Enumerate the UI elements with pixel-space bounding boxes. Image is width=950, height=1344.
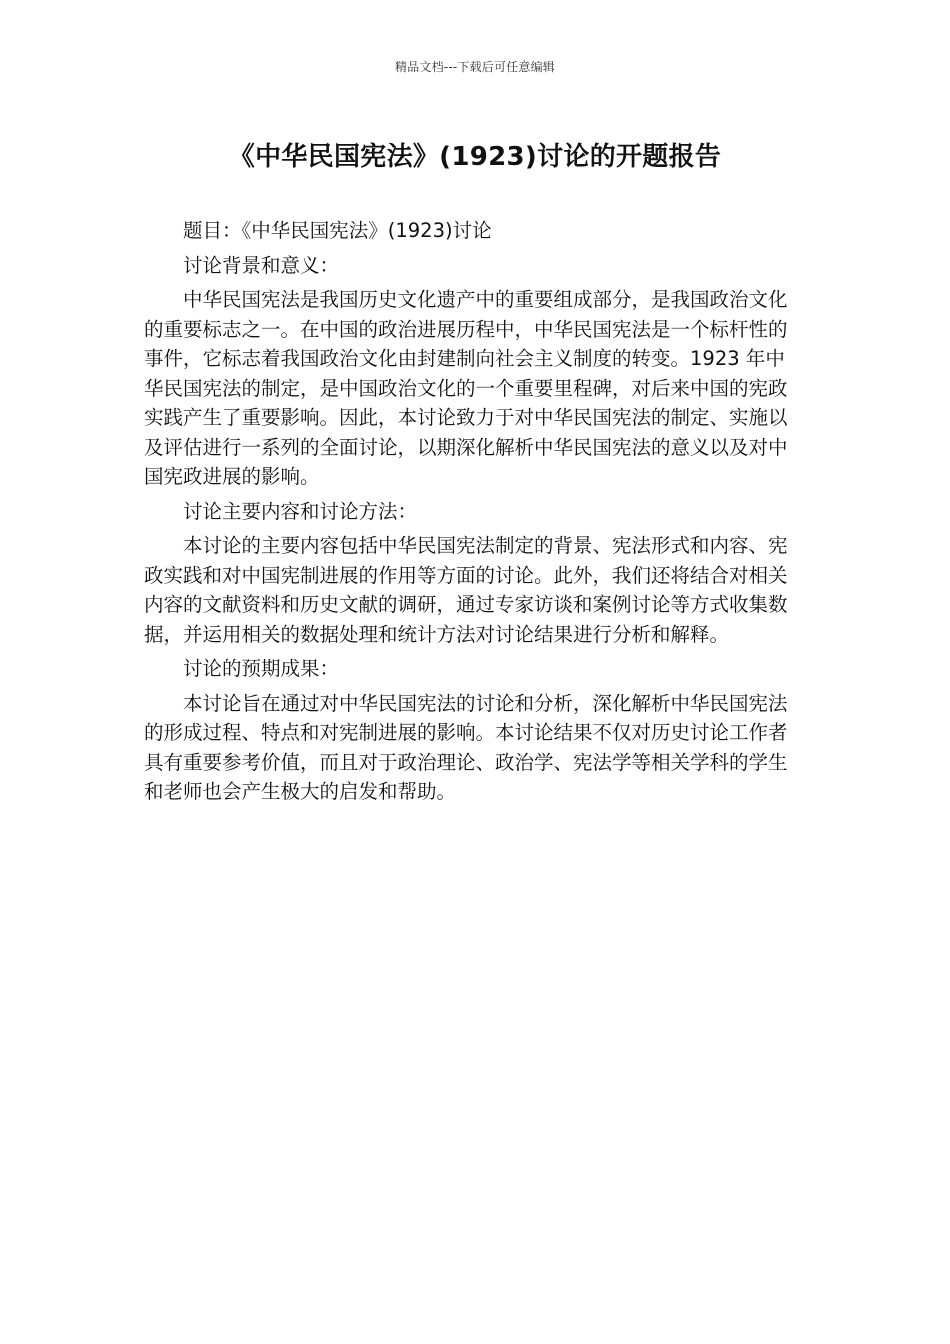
document-body [144,216,804,812]
outcome-heading: 讨论的预期成果： [183,657,340,680]
background-paragraph: 中华民国宪法是我国历史文化遗产中的重要组成部分，是我国政治文化的重要标志之一。在中国的政治进展历程中，中华民国宪法是一个标杆性的事件，它标志着我国政治文化由封建制向社会主义制度的转变。1923 年中华民国宪法的制定，是中国政治文化的一个重要里程碑，对后来中国的宪政实践产生了重要影响。因此，本讨论致力于对中华民国宪法的制定、实施以及评估进行一系列的全面讨论，以期深化解析中华民国宪法的意义以及对中国宪政进展的影响。 [144,288,788,488]
page-header-note: 精品文档---下载后可任意编辑 [395,60,555,74]
outcome-paragraph: 本讨论旨在通过对中华民国宪法的讨论和分析，深化解析中华民国宪法的形成过程、特点和对宪制进展的影响。本讨论结果不仅对历史讨论工作者具有重要参考价值，而且对于政治理论、政治学、宪法学等相关学科的学生和老师也会产生极大的启发和帮助。 [144,691,788,803]
topic-line: 题目：《中华民国宪法》(1923)讨论 [183,219,492,242]
content-heading: 讨论主要内容和讨论方法： [183,499,418,523]
content-paragraph: 本讨论的主要内容包括中华民国宪法制定的背景、宪法形式和内容、宪政实践和对中国宪制进展的作用等方面的讨论。此外，我们还将结合对相关内容的文献资料和历史文献的调研，通过专家访谈和案例讨论等方式收集数据，并运用相关的数据处理和统计方法对讨论结果进行分析和解释。 [144,534,788,646]
document-title: 《中华民国宪法》(1923)讨论的开题报告 [228,142,722,172]
background-heading: 讨论背景和意义： [183,253,340,277]
